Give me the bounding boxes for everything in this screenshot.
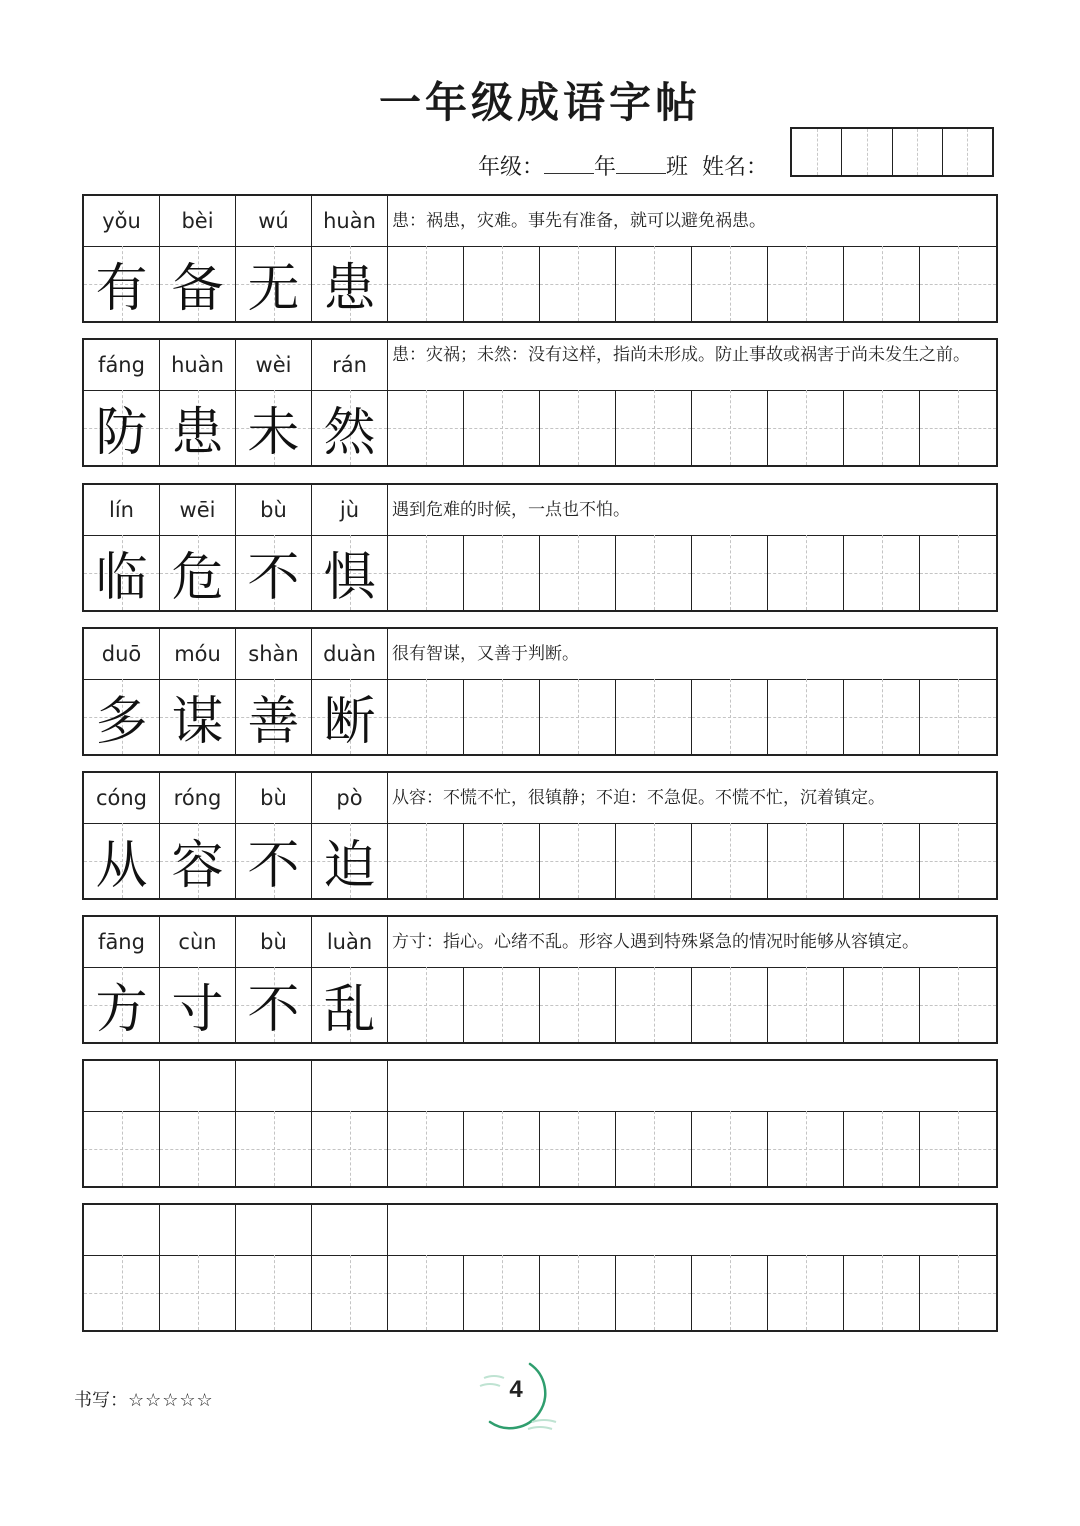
model-character-cell [236,967,312,1042]
practice-cell[interactable] [920,967,996,1042]
model-character-cell [236,390,312,465]
model-character-cell [312,967,388,1042]
pinyin-definition-row [84,1205,996,1256]
practice-cell[interactable] [388,246,464,321]
model-character-cell [160,967,236,1042]
practice-cell[interactable] [388,823,464,898]
practice-cell[interactable] [540,679,616,754]
writing-rating-label: 书写： [74,1390,128,1411]
pinyin-cell: fāng [84,917,160,967]
idiom-definition: 从容：不慌不忙，很镇静；不迫：不急促。不慌不忙，沉着镇定。 [392,788,885,808]
pinyin-cell: duō [84,629,160,679]
practice-cell[interactable] [540,823,616,898]
pinyin-definition-row [84,340,996,391]
model-character-cell [84,1111,160,1186]
pinyin-cell: huàn [160,340,236,390]
model-character: 惧 [323,548,376,608]
practice-cell[interactable] [844,1111,920,1186]
model-character: 无 [247,259,300,319]
practice-cell[interactable] [920,390,996,465]
model-character-cell [160,535,236,610]
model-character: 不 [247,836,300,896]
practice-cell[interactable] [388,679,464,754]
practice-cell[interactable] [692,535,768,610]
pinyin-cell: wú [236,196,312,246]
practice-cell[interactable] [616,679,692,754]
model-character: 未 [247,403,300,463]
rating-stars[interactable]: ☆☆☆☆☆ [128,1390,214,1411]
pinyin-cell [312,1061,388,1111]
model-character [236,1111,311,1186]
writing-rating [74,1386,214,1412]
pinyin-cell: yǒu [84,196,160,246]
model-character: 善 [247,692,300,752]
character-grid-row [84,1255,996,1330]
model-character-cell [160,246,236,321]
practice-cell[interactable] [388,1111,464,1186]
model-character [312,1111,387,1186]
model-character: 容 [171,836,224,896]
practice-cell[interactable] [616,535,692,610]
pinyin-cell [84,1205,160,1255]
character-grid-row [84,967,996,1042]
grade-year-blank[interactable] [544,155,594,174]
pinyin-cell: huàn [312,196,388,246]
practice-cell[interactable] [920,246,996,321]
idiom-block [82,1059,998,1188]
practice-cell[interactable] [388,967,464,1042]
character-grid-row [84,823,996,898]
model-character [160,1111,235,1186]
pinyin-definition-row [84,196,996,247]
model-character: 临 [95,548,148,608]
practice-cell[interactable] [768,1111,844,1186]
idiom-block [82,915,998,1044]
model-character: 从 [95,836,148,896]
practice-cell[interactable] [464,679,540,754]
model-character [84,1111,159,1186]
practice-cell[interactable] [768,823,844,898]
pinyin-cell [236,1061,312,1111]
pinyin-definition-row [84,773,996,824]
pinyin-definition-row [84,1061,996,1112]
model-character-cell [312,535,388,610]
model-character: 乱 [323,980,376,1040]
page-title: 一年级成语字帖 [378,78,701,127]
model-character: 然 [323,403,376,463]
practice-cell[interactable] [920,823,996,898]
page-number: 4 [509,1376,523,1403]
idiom-block [82,338,998,467]
practice-cell[interactable] [540,535,616,610]
practice-cell[interactable] [768,679,844,754]
practice-cell[interactable] [768,390,844,465]
pinyin-cell [312,1205,388,1255]
practice-cell[interactable] [920,1111,996,1186]
practice-cell[interactable] [464,1255,540,1330]
model-character: 寸 [171,980,224,1040]
pinyin-cell: bèi [160,196,236,246]
model-character-cell [160,679,236,754]
model-character-cell [84,679,160,754]
practice-cell[interactable] [540,390,616,465]
practice-cell[interactable] [616,390,692,465]
character-grid-row [84,535,996,610]
pinyin-cell: rán [312,340,388,390]
practice-cell[interactable] [464,390,540,465]
model-character-cell [160,390,236,465]
model-character-cell [84,1255,160,1330]
idiom-block [82,1203,998,1332]
model-character: 不 [247,548,300,608]
name-cell[interactable] [943,129,992,175]
pinyin-cell: cóng [84,773,160,823]
practice-cell[interactable] [540,246,616,321]
model-character: 谋 [171,692,224,752]
practice-cell[interactable] [616,967,692,1042]
practice-cell[interactable] [844,967,920,1042]
model-character: 危 [171,548,224,608]
practice-cell[interactable] [844,679,920,754]
model-character-cell [84,246,160,321]
model-character-cell [312,1111,388,1186]
practice-cell[interactable] [616,823,692,898]
pinyin-definition-row [84,485,996,536]
model-character: 断 [323,692,376,752]
practice-cell[interactable] [844,823,920,898]
pinyin-cell: bù [236,485,312,535]
model-character-cell [312,679,388,754]
idiom-definition: 患：祸患，灾难。事先有准备，就可以避免祸患。 [392,211,766,231]
pinyin-cell: luàn [312,917,388,967]
practice-cell[interactable] [388,1255,464,1330]
model-character: 备 [171,259,224,319]
name-writing-box[interactable] [790,127,994,177]
model-character-cell [236,1111,312,1186]
practice-cell[interactable] [920,679,996,754]
practice-cell[interactable] [692,967,768,1042]
idiom-block [82,483,998,612]
pinyin-cell: lín [84,485,160,535]
practice-cell[interactable] [692,823,768,898]
model-character [312,1255,387,1330]
practice-cell[interactable] [616,246,692,321]
practice-cell[interactable] [692,246,768,321]
model-character: 有 [95,259,148,319]
model-character-cell [236,823,312,898]
model-character: 防 [95,403,148,463]
pinyin-cell: pò [312,773,388,823]
practice-cell[interactable] [464,967,540,1042]
model-character [236,1255,311,1330]
model-character-cell [312,390,388,465]
character-grid-row [84,390,996,465]
pinyin-definition-row [84,629,996,680]
practice-cell[interactable] [464,246,540,321]
model-character [160,1255,235,1330]
idiom-definition: 患：灾祸；未然：没有这样，指尚未形成。防止事故或祸害于尚未发生之前。 [392,345,970,365]
practice-cell[interactable] [540,967,616,1042]
pinyin-cell [236,1205,312,1255]
page-number-badge [470,1356,570,1436]
model-character-cell [84,823,160,898]
practice-cell[interactable] [768,967,844,1042]
practice-cell[interactable] [844,246,920,321]
pinyin-cell: shàn [236,629,312,679]
pinyin-cell: móu [160,629,236,679]
idiom-block [82,771,998,900]
practice-cell[interactable] [616,1111,692,1186]
character-grid-row [84,679,996,754]
practice-cell[interactable] [920,1255,996,1330]
pinyin-cell [84,1061,160,1111]
practice-cell[interactable] [540,1111,616,1186]
class-label: 班 [666,155,689,180]
model-character-cell [236,1255,312,1330]
idiom-definition: 方寸：指心。心绪不乱。形容人遇到特殊紧急的情况时能够从容镇定。 [392,932,919,952]
practice-cell[interactable] [540,1255,616,1330]
practice-cell[interactable] [692,679,768,754]
model-character-cell [84,967,160,1042]
practice-cell[interactable] [844,535,920,610]
model-character-cell [160,1111,236,1186]
model-character: 多 [95,692,148,752]
pinyin-cell: wèi [236,340,312,390]
name-cell[interactable] [792,129,842,175]
model-character: 不 [247,980,300,1040]
pinyin-cell [160,1205,236,1255]
pinyin-cell: jù [312,485,388,535]
practice-cell[interactable] [692,1255,768,1330]
practice-cell[interactable] [844,390,920,465]
practice-cell[interactable] [920,535,996,610]
practice-cell[interactable] [464,535,540,610]
model-character: 患 [323,259,376,319]
idiom-block [82,194,998,323]
pinyin-cell: duàn [312,629,388,679]
pinyin-cell: wēi [160,485,236,535]
model-character-cell [236,246,312,321]
idiom-block [82,627,998,756]
pinyin-cell: bù [236,773,312,823]
pinyin-cell [160,1061,236,1111]
name-cell[interactable] [893,129,943,175]
model-character-cell [84,535,160,610]
practice-cell[interactable] [388,535,464,610]
pinyin-cell: bù [236,917,312,967]
practice-cell[interactable] [692,390,768,465]
model-character-cell [312,246,388,321]
pinyin-definition-row [84,917,996,968]
practice-cell[interactable] [692,1111,768,1186]
practice-cell[interactable] [768,535,844,610]
year-label: 年 [594,155,617,180]
model-character: 迫 [323,836,376,896]
model-character-cell [236,679,312,754]
pinyin-cell: fáng [84,340,160,390]
grade-label: 年级： [478,155,545,180]
model-character-cell [236,535,312,610]
class-blank[interactable] [616,155,666,174]
pinyin-cell: róng [160,773,236,823]
model-character [84,1255,159,1330]
practice-cell[interactable] [388,390,464,465]
practice-cell[interactable] [768,246,844,321]
student-info-line [478,150,768,181]
name-cell[interactable] [842,129,892,175]
model-character-cell [312,1255,388,1330]
practice-cell[interactable] [616,1255,692,1330]
pinyin-cell: cùn [160,917,236,967]
practice-cell[interactable] [844,1255,920,1330]
model-character: 方 [95,980,148,1040]
practice-cell[interactable] [464,1111,540,1186]
model-character-cell [84,390,160,465]
model-character-cell [160,823,236,898]
model-character-cell [312,823,388,898]
character-grid-row [84,1111,996,1186]
idiom-definition: 遇到危难的时候，一点也不怕。 [392,500,630,520]
model-character-cell [160,1255,236,1330]
name-label: 姓名： [702,155,769,180]
practice-cell[interactable] [464,823,540,898]
model-character: 患 [171,403,224,463]
practice-cell[interactable] [768,1255,844,1330]
idiom-definition: 很有智谋，又善于判断。 [392,644,579,664]
character-grid-row [84,246,996,321]
